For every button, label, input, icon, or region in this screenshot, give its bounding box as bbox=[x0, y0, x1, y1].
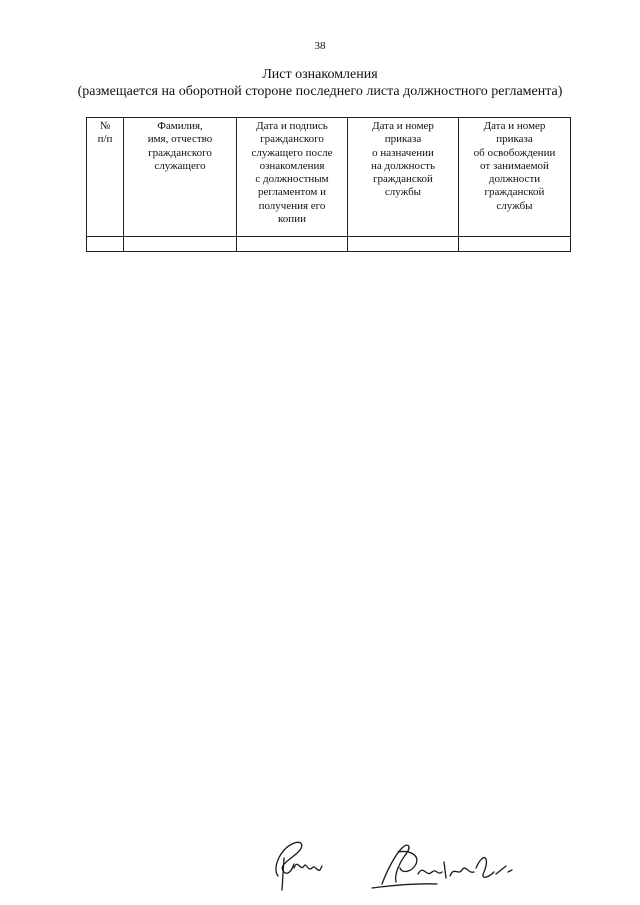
table-row bbox=[87, 237, 571, 252]
acquaintance-table bbox=[86, 117, 571, 252]
header-dismissal-order: Дата и номер приказа об освобождении от занимаемой должности гражданской службы bbox=[459, 118, 571, 237]
document-title: Лист ознакомления bbox=[262, 67, 378, 82]
table-cell bbox=[87, 237, 124, 252]
table-cell bbox=[348, 237, 459, 252]
table-cell bbox=[124, 237, 237, 252]
table-cell bbox=[237, 237, 348, 252]
table-cell bbox=[459, 237, 571, 252]
signatures-drawing bbox=[262, 828, 562, 898]
page-number: 38 bbox=[314, 40, 326, 52]
table-header-row bbox=[87, 118, 571, 237]
header-full-name: Фамилия, имя, отчество гражданского служащего bbox=[124, 118, 237, 237]
signature-1 bbox=[276, 842, 322, 890]
header-signature-date: Дата и подпись гражданского служащего после ознакомления с должностным регламентом и получения его копии bbox=[237, 118, 348, 237]
document-subtitle: (размещается на оборотной стороне последнего листа должностного регламента) bbox=[77, 84, 563, 99]
header-appointment-order: Дата и номер приказа о назначении на должность гражданской службы bbox=[348, 118, 459, 237]
signatures-block bbox=[262, 828, 562, 898]
header-number: № п/п bbox=[87, 118, 124, 237]
signature-2 bbox=[372, 845, 512, 888]
